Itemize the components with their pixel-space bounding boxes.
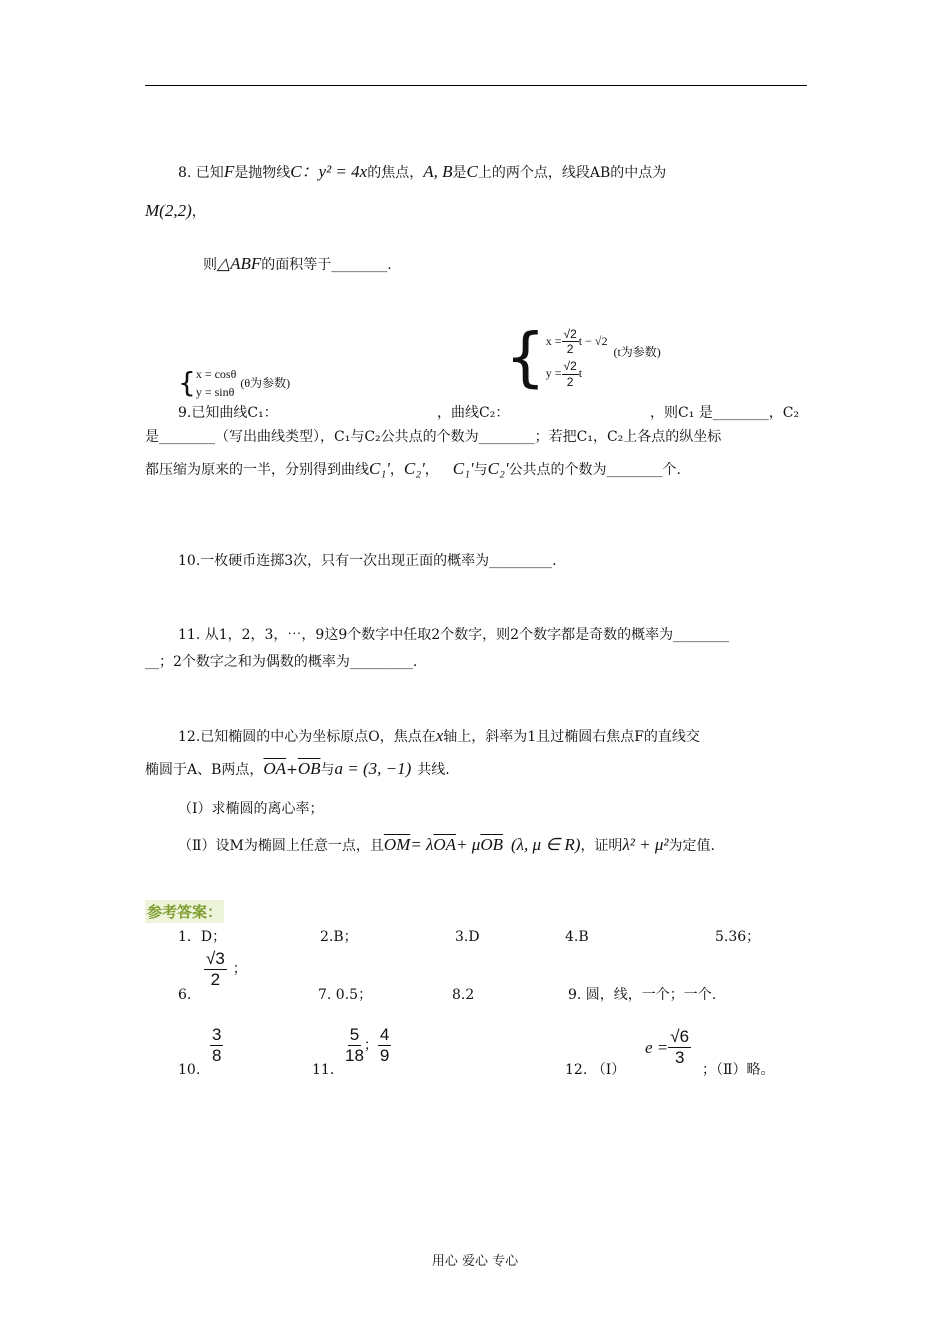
a12-e: e = — [645, 1037, 669, 1057]
q9-line-2 — [145, 430, 721, 444]
page-footer: 用心 爱心 专心 — [431, 1254, 519, 1269]
question-8-line-3 — [203, 255, 392, 272]
q9-c1-param: (θ为参数) — [240, 376, 291, 390]
q9-text: ，则C₁ 是________，C₂ — [650, 405, 800, 421]
q10-text: 10.一枚硬币连掷3次，只有一次出现正面的概率为_________. — [178, 553, 557, 569]
answer-3: 3.D — [455, 929, 480, 945]
q12-vec-OA: $\overline{OA}$ — [263, 759, 287, 778]
a10-denominator: 8 — [212, 1045, 222, 1065]
q9-text: 是________（写出曲线类型），C₁与C₂公共点的个数为________；若把C₁，C₂上各点的纵坐标 — [145, 429, 722, 445]
q12-vec-OB: $\overline{OB}$ — [297, 759, 321, 778]
q12-text: 12.已知椭圆的中心为坐标原点O，焦点在 — [178, 729, 436, 745]
a6-numerator: √3 — [206, 949, 225, 968]
q8-text: 是抛物线 — [234, 165, 291, 181]
a6-denominator: 2 — [210, 969, 221, 989]
answer-10-label: 10. — [178, 1062, 201, 1078]
q12-mu: + μ — [456, 835, 481, 854]
q9-c1-prime: C₁' — [452, 459, 474, 478]
q12-vec-OB: $\overline{OB}$ — [480, 835, 504, 854]
question-11-line-2 — [145, 655, 417, 669]
q9-c2-param: (t为参数) — [613, 345, 661, 359]
q12-x: x — [435, 726, 444, 745]
a11-denominator-1: 18 — [345, 1045, 364, 1065]
q8-AB: A, B — [423, 162, 453, 181]
q9-c1-x: x = cosθ — [195, 367, 237, 381]
q9-sep: ， — [424, 462, 439, 478]
q12-text: 为定值. — [668, 838, 715, 854]
q9-sqrt2: √2 — [563, 359, 577, 373]
q8-text: 上的两个点，线段AB的中点为 — [477, 165, 667, 181]
q12-text: 共线. — [417, 762, 450, 778]
question-8-line-2 — [145, 202, 206, 219]
q9-c2-y-rhs: t — [578, 365, 583, 380]
q9-c2-system: { x = $\frac{√2}{2}$ t − √2 y = $\frac{√2}{2}$ t (t为参数) — [505, 321, 661, 395]
a12-denominator: 3 — [674, 1047, 685, 1067]
q12-text: 轴上，斜率为1且过椭圆右焦点F的直线交 — [443, 729, 700, 745]
q12-sum-squares: λ² + μ² — [622, 835, 669, 854]
q12-vec-a: a = (3, −1) — [334, 759, 412, 778]
q9-line-1-end — [650, 406, 799, 420]
answer-12-formula — [645, 1028, 691, 1067]
q9-c2-x-lhs: x = — [545, 333, 562, 348]
q12-text: （Ⅱ）设M为椭圆上任意一点，且 — [178, 838, 384, 854]
q9-two: 2 — [566, 342, 574, 357]
q12-text: ，证明 — [580, 838, 623, 854]
q8-text: 的焦点， — [367, 165, 424, 181]
answer-11-label: 11. — [312, 1062, 335, 1078]
q9-c2-prime: C₂' — [403, 459, 425, 478]
q9-text: ，曲线C₂： — [437, 405, 510, 421]
q12-part-1 — [178, 802, 324, 816]
q8-triangle: △ABF — [217, 254, 262, 273]
q9-line-1-mid — [437, 406, 509, 420]
q9-text: 9.已知曲线C₁： — [178, 405, 278, 421]
q9-text: 都压缩为原来的一半，分别得到曲线 — [145, 462, 369, 478]
answer-10-fraction — [210, 1026, 223, 1065]
question-12-line-2 — [145, 760, 450, 777]
q9-c1-y: y = sinθ — [195, 385, 235, 399]
a6-end: ； — [232, 961, 247, 978]
q8-C: C — [466, 162, 478, 181]
q9-sep: ， — [389, 462, 404, 478]
q9-two: 2 — [566, 374, 574, 389]
q12-plus: + — [286, 762, 298, 778]
answer-6-label: 6. — [178, 987, 192, 1003]
a11-denominator-2: 9 — [379, 1045, 390, 1065]
q12-vec-OM: $\overline{OM}$ — [383, 835, 411, 854]
answer-6-fraction — [204, 950, 247, 989]
q12-part1-text: （Ⅰ）求椭圆的离心率； — [178, 801, 324, 817]
q9-text: 与 — [473, 462, 488, 478]
q9-sqrt2: √2 — [563, 326, 577, 341]
q9-c1-system: { x = cosθ y = sinθ (θ为参数) — [178, 366, 291, 399]
q9-line-3 — [145, 460, 681, 477]
q9-text: 公共点的个数为________个. — [508, 462, 682, 478]
answer-2: 2.B； — [320, 929, 358, 945]
q9-c2-y-lhs: y = — [545, 365, 562, 380]
answer-7: 7. 0.5； — [318, 987, 373, 1003]
q12-text: 与 — [320, 762, 335, 778]
a12-numerator: √6 — [670, 1027, 690, 1046]
q9-c2-prime: C₂' — [487, 459, 509, 478]
q11-text: __；2个数字之和为偶数的概率为_________. — [145, 654, 418, 670]
a10-numerator: 3 — [212, 1025, 222, 1044]
q11-text: 11. 从1，2，3，⋯，9这9个数字中任取2个数字，则2个数字都是奇数的概率为________ — [178, 627, 730, 643]
q8-comma: ， — [191, 204, 206, 220]
question-10 — [178, 554, 557, 568]
answer-5: 5.36； — [715, 929, 761, 945]
answers-heading: 参考答案： — [145, 900, 224, 923]
q8-text: 则 — [203, 257, 217, 273]
answer-9: 9. 圆，线，一个；一个. — [568, 987, 717, 1003]
q8-F: F — [223, 162, 235, 181]
q12-part-2 — [178, 836, 715, 853]
question-11-line-1 — [178, 628, 729, 642]
q9-c2-x-rhs: t − √2 — [578, 333, 608, 348]
answer-8: 8.2 — [452, 987, 475, 1003]
question-12-line-1 — [178, 727, 700, 744]
q8-text: 是 — [452, 165, 467, 181]
answer-12-label: 12. （Ⅰ） — [565, 1062, 626, 1078]
q8-blank: 的面积等于________. — [261, 257, 392, 273]
answer-12-end: ；（Ⅱ）略。 — [702, 1062, 775, 1078]
q9-c1-prime: C₁' — [369, 459, 390, 478]
q12-eq: = λ — [410, 835, 434, 854]
header-rule — [145, 85, 807, 86]
answer-4: 4.B — [565, 929, 589, 945]
answer-11-fractions — [345, 1026, 391, 1065]
answer-1: 1．D； — [178, 929, 227, 945]
question-8-line-1 — [178, 163, 666, 180]
a11-sep: ； — [363, 1037, 378, 1054]
a11-numerator-2: 4 — [379, 1025, 390, 1044]
q9-line-1-start — [178, 406, 278, 420]
q12-vec-OA: $\overline{OA}$ — [433, 835, 457, 854]
q8-midpoint: M(2,2) — [145, 201, 192, 220]
q8-parabola-eq: C：y² = 4x — [290, 162, 368, 181]
q12-lambda-mu: (λ, μ ∈ R) — [511, 835, 581, 854]
q8-text: 8. 已知 — [178, 165, 224, 181]
a11-numerator-1: 5 — [349, 1025, 360, 1044]
q12-text: 椭圆于A、B两点， — [145, 762, 264, 778]
